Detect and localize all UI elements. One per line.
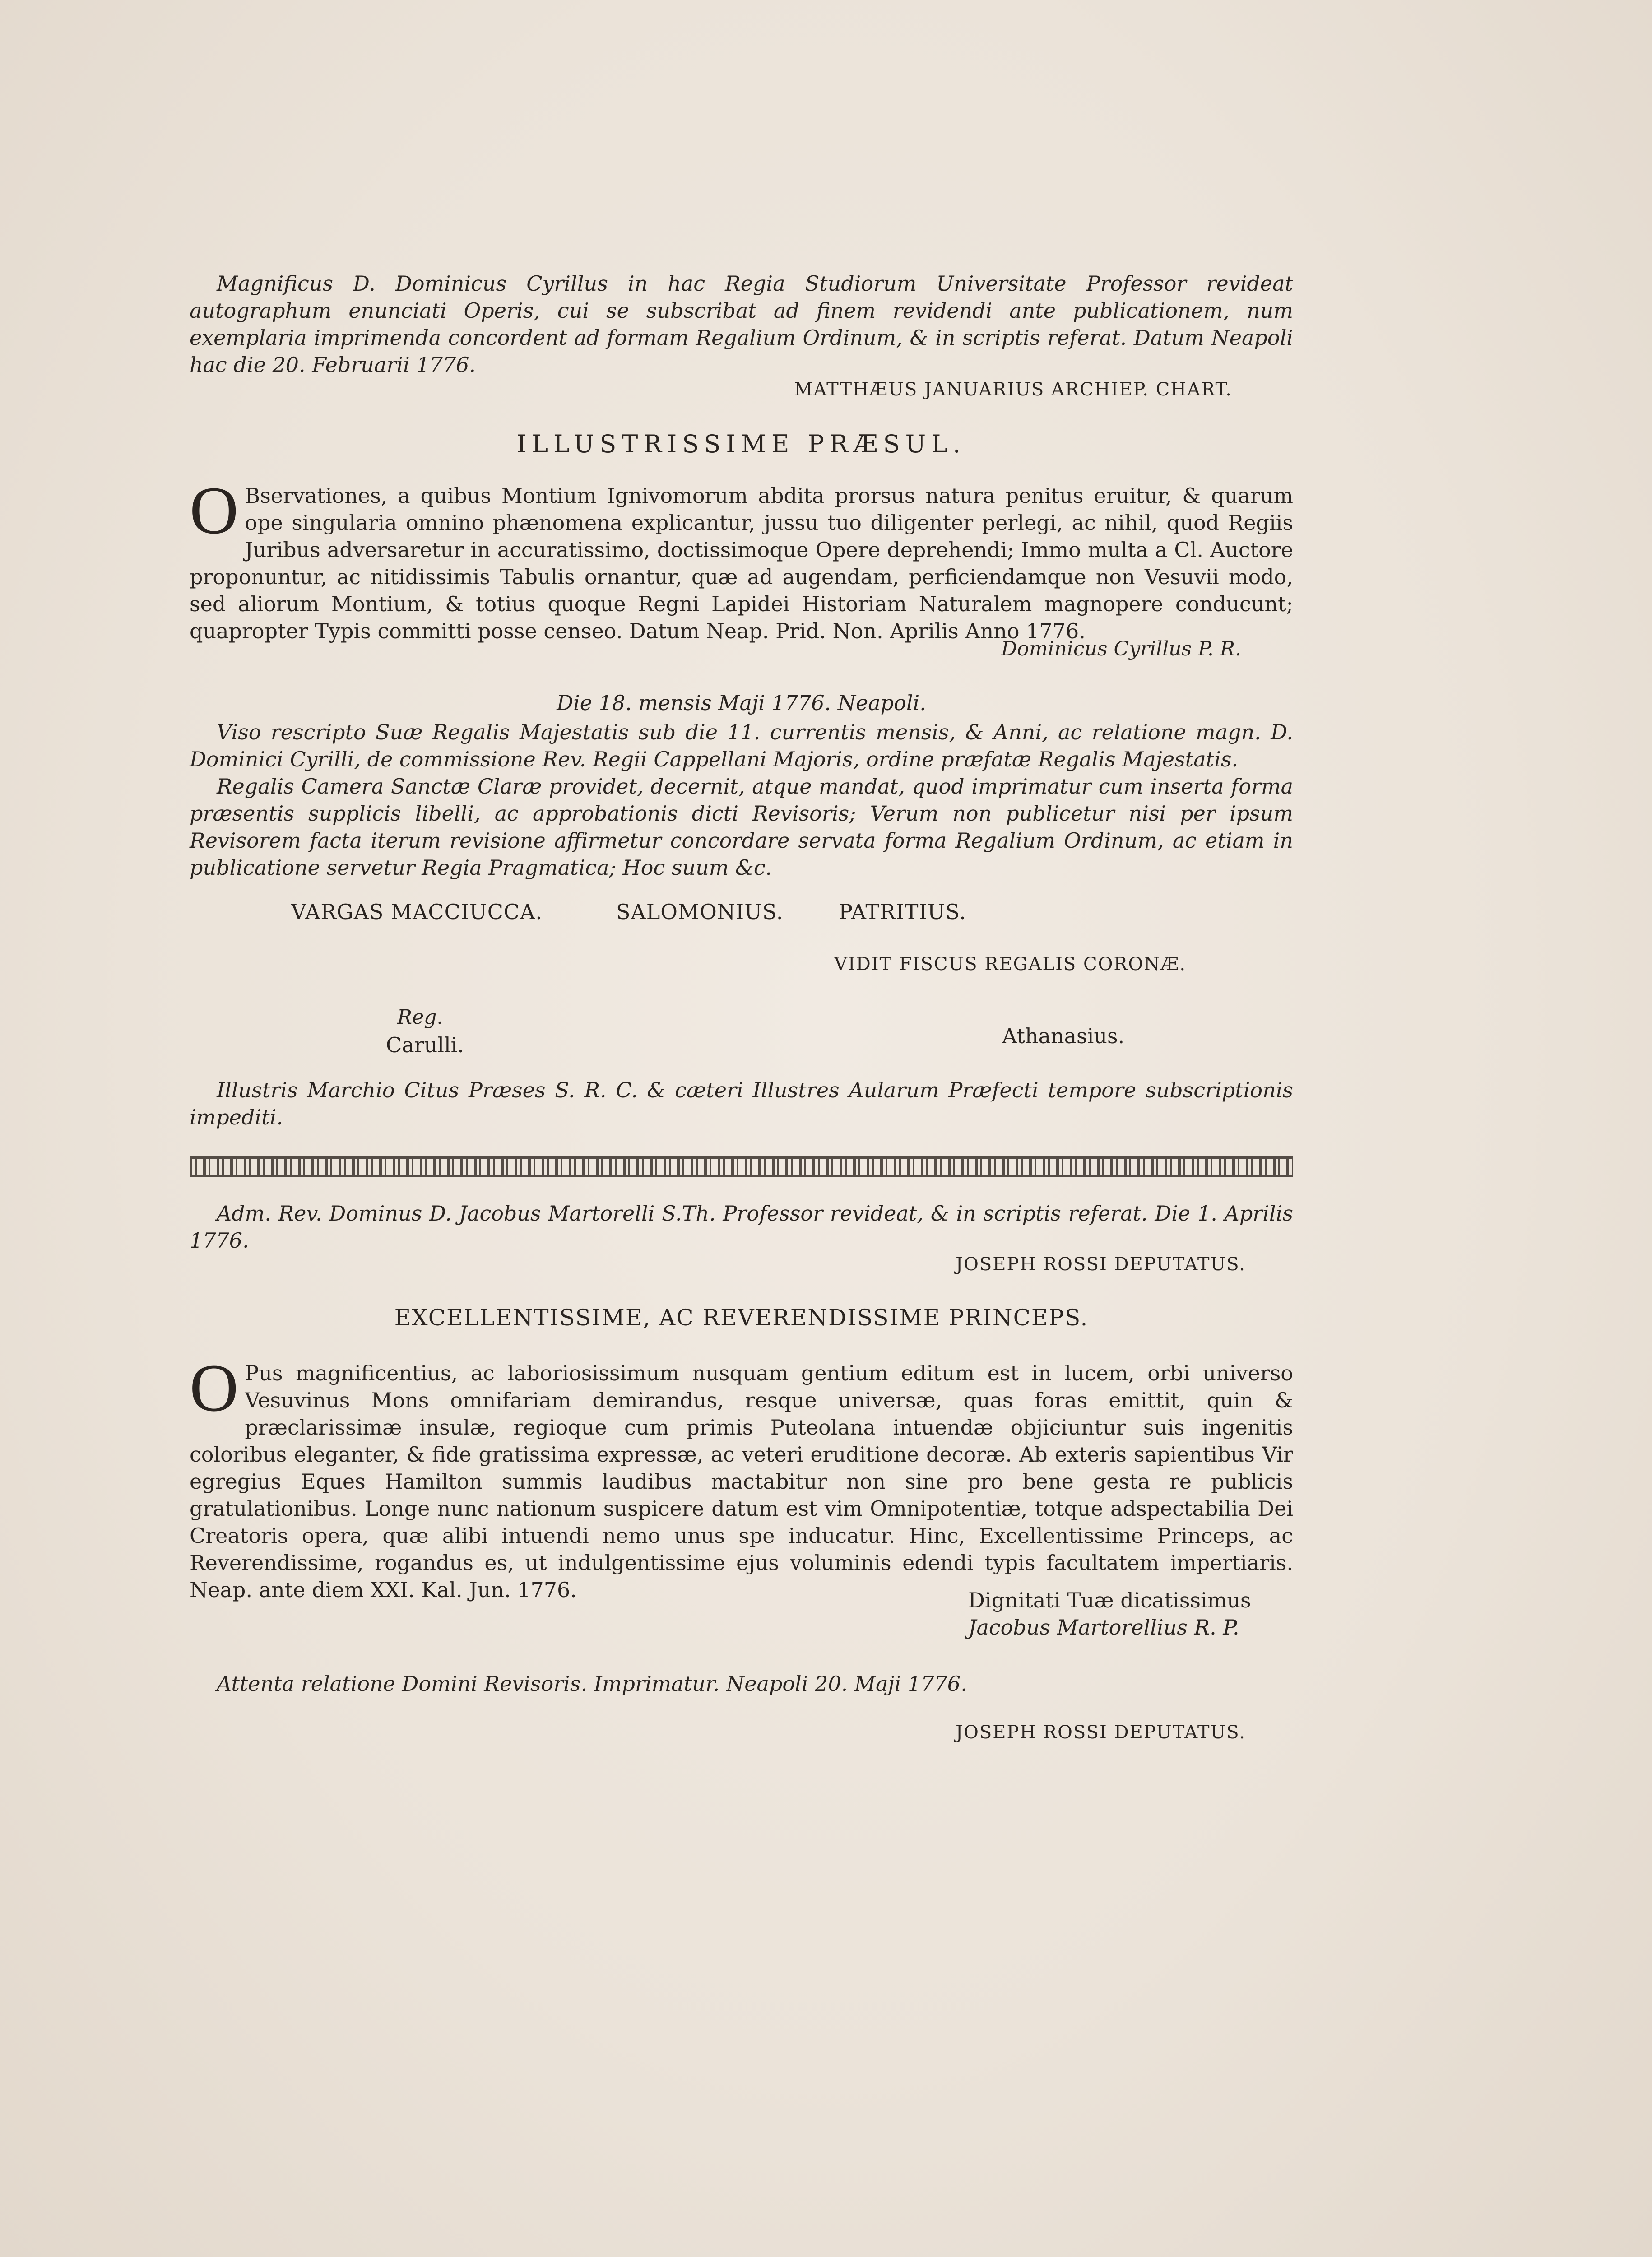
- rossi-signature-1: JOSEPH ROSSI DEPUTATUS.: [956, 1254, 1246, 1275]
- signer-patritius: PATRITIUS.: [839, 900, 967, 924]
- carulli-signature: Carulli.: [386, 1033, 464, 1057]
- imprimatur-text: Attenta relatione Domini Revisoris. Imprimatur. Neapoli 20. Maji 1776.: [217, 1672, 967, 1696]
- praesul-dropcap: O: [190, 473, 239, 548]
- decree-body: [190, 719, 1293, 881]
- praesul-heading: ILLUSTRISSIME PRÆSUL.: [516, 430, 966, 458]
- decree-para-1: Viso rescripto Suæ Regalis Majestatis sub die 11. currentis mensis, & Anni, ac relatione magn. D. Dominici Cyrilli, de commissione Rev. Regii Cappellani Majoris, ordine præfatæ Regalis Majestatis.: [190, 720, 1293, 771]
- signer-vargas: VARGAS MACCIUCCA.: [291, 900, 543, 924]
- decree-note: [190, 1077, 1293, 1131]
- revision-order-text: Magnificus D. Dominicus Cyrillus in hac Regia Studiorum Universitate Professor revideat autographum enunciati Operis, cui se subscribat ad finem revidendi ante publicationem, num exemplaria imprimenda concordent ad formam Regalium Ordinum, & in scriptis referat. Datum Neapoli hac die 20. Februarii 1776.: [190, 271, 1293, 377]
- praesul-text: Bservationes, a quibus Montium Ignivomorum abdita prorsus natura penitus eruitur, & quarum ope singularia omnino phænomena explicantur, jussu tuo diligenter perlegi, ac nihil, quod Regiis Juribus adversaretur in accuratissimo, doctissimoque Opere deprehendi; Immo multa a Cl. Auctore proponuntur, ac nitidissimis Tabulis ornantur, quæ ad augendam, perficiendamque non Vesuvii modo, sed aliorum Montium, & totius quoque Regni Lapidei Historiam Naturalem magnopere conducunt; quapropter Typis committi posse censeo. Datum Neap. Prid. Non. Aprilis Anno 1776.: [190, 483, 1293, 643]
- praesul-paragraph: [190, 473, 1293, 645]
- second-order: [190, 1200, 1293, 1254]
- cyrillus-signature: Dominicus Cyrillus P. R.: [1001, 637, 1241, 660]
- princeps-text: Pus magnificentius, ac laboriosissimum nusquam gentium editum est in lucem, orbi universo Vesuvinus Mons omnifariam demirandus, resque universæ, quas foras emittit, quin & præclarissimæ insulæ, regioque cum primis Puteolana intuendæ objiciuntur suis ingenitis coloribus eleganter, & fide gratissima expressæ, ac veteri eruditione decoræ. Ab exteris sapientibus Vir egregius Eques Hamilton summis laudibus mactabitur non sine pro bene gesta re publicis gratulationibus. Longe nunc nationum suspicere datum est vim Omnipotentiæ, totque adspectabilia Dei Creatoris opera, quæ alibi intuendi nemo unus spe inducatur. Hinc, Excellentissime Princeps, ac Reverendissime, rogandus es, ut indulgentissime ejus voluminis edendi typis facultatem impertiaris. Neap. ante diem XXI. Kal. Jun. 1776.: [190, 1361, 1293, 1602]
- princeps-paragraph: [190, 1351, 1293, 1603]
- princeps-heading: EXCELLENTISSIME, AC REVERENDISSIME PRINCEPS.: [394, 1305, 1089, 1331]
- martorellius-dedication: Dignitati Tuæ dicatissimus: [968, 1588, 1251, 1612]
- decree-note-text: Illustris Marchio Citus Præses S. R. C. & cæteri Illustres Aularum Præfecti tempore subscriptionis impediti.: [190, 1078, 1293, 1129]
- athanasius-signature: Athanasius.: [1002, 1024, 1125, 1048]
- archbishop-signature: MATTHÆUS JANUARIUS ARCHIEP. CHART.: [794, 379, 1232, 400]
- decree-date: Die 18. mensis Maji 1776. Neapoli.: [557, 691, 926, 715]
- imprimatur: [190, 1670, 1293, 1697]
- second-order-text: Adm. Rev. Dominus D. Jacobus Martorelli S.Th. Professor revideat, & in scriptis referat. Die 1. Aprilis 1776.: [190, 1201, 1293, 1253]
- signer-salomonius: SALOMONIUS.: [616, 900, 784, 924]
- vidit-fiscus: VIDIT FISCUS REGALIS CORONÆ.: [834, 954, 1187, 975]
- martorellius-signature: Jacobus Martorellius R. P.: [968, 1615, 1239, 1639]
- rossi-signature-2: JOSEPH ROSSI DEPUTATUS.: [956, 1722, 1246, 1743]
- decree-para-2: Regalis Camera Sanctæ Claræ providet, decernit, atque mandat, quod imprimatur cum inserta forma præsentis supplicis libelli, ac approbationis dicti Revisoris; Verum non publicetur nisi per ipsum Revisorem facta iterum revisione affirmetur concordare servata forma Regalium Ordinum, ac etiam in publicatione servetur Regia Pragmatica; Hoc suum &c.: [190, 774, 1293, 880]
- reg-label: Reg.: [397, 1006, 443, 1029]
- ornamental-divider: [190, 1156, 1293, 1177]
- princeps-dropcap: O: [190, 1351, 239, 1426]
- revision-order: [190, 270, 1293, 378]
